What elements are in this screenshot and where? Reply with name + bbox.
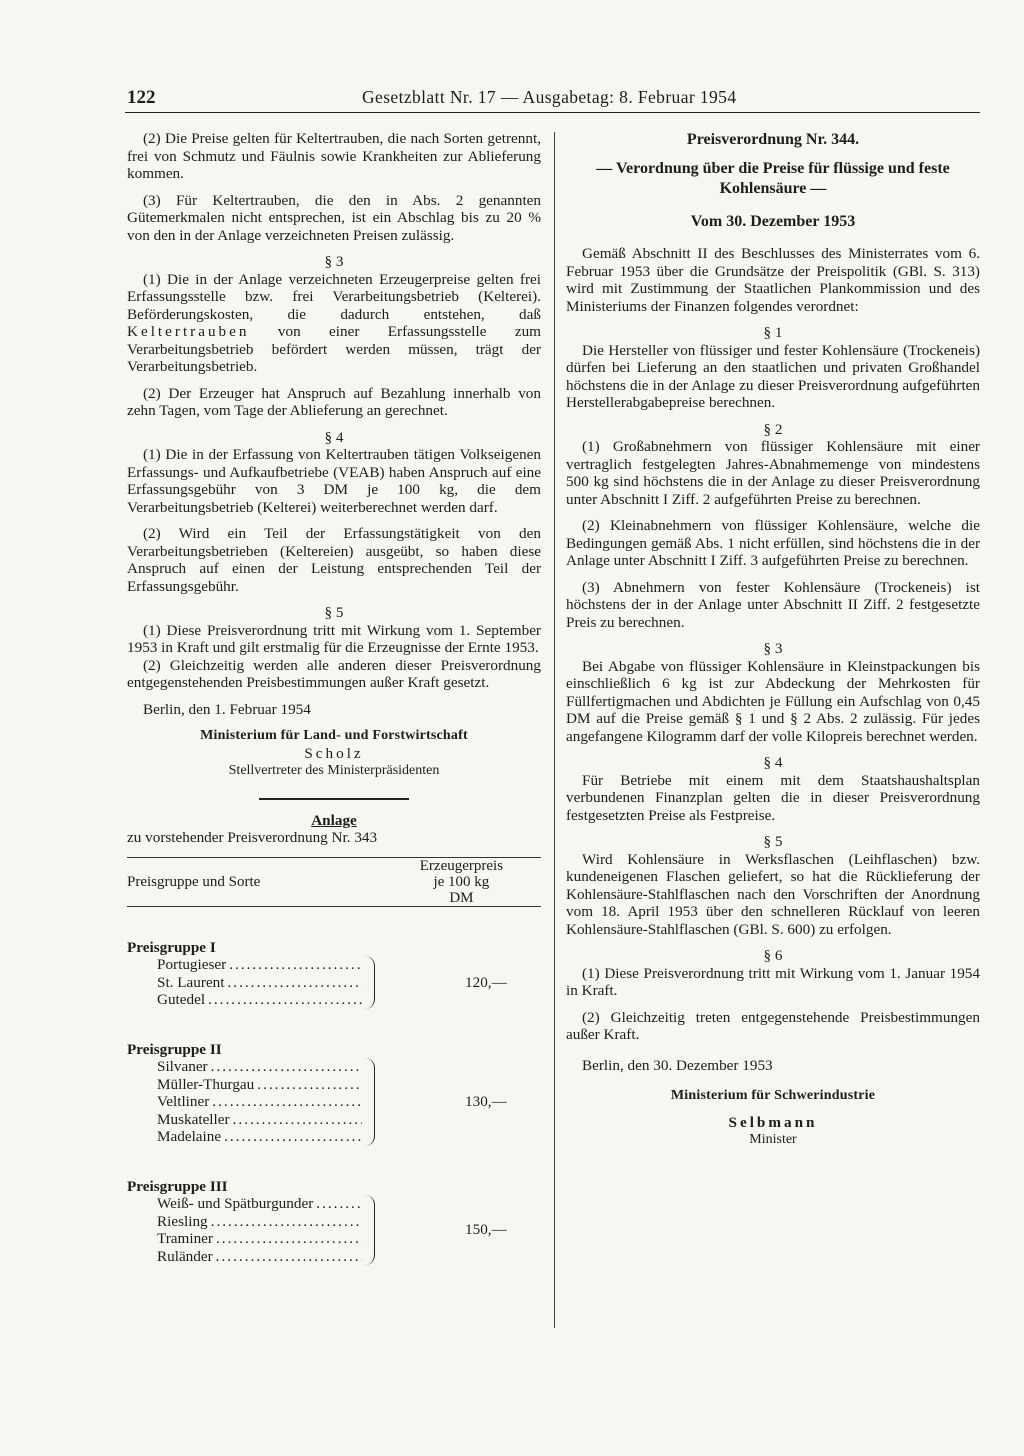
price-group-label: Preisgruppe I (127, 938, 216, 956)
price-group-label: Preisgruppe II (127, 1040, 222, 1058)
price-table (127, 857, 541, 907)
section-heading-1: § 1 (763, 324, 783, 341)
table-header-sort: Preisgruppe und Sorte (127, 857, 382, 906)
intro-paragraph: Gemäß Abschnitt II des Beschlusses des Ministerrates vom 6. Februar 1953 über die Grundsätze der Preispolitik (GBl. S. 313) wird mit Zustimmung der Staatlichen Plankommission und des Ministeriums der Finanzen folgendes verordnet: (566, 245, 980, 315)
sort-name: Traminer (157, 1230, 213, 1247)
price-group (127, 956, 541, 1009)
group-brace (362, 956, 375, 1009)
group-brace (362, 1195, 375, 1265)
sort-name: Ruländer (157, 1247, 213, 1265)
price-groups (127, 921, 541, 1266)
section-heading-2: § 2 (763, 420, 783, 438)
sort-list (127, 956, 362, 1009)
leader-dots (211, 1058, 362, 1076)
section-3-paragraph-2: (2) Der Erzeuger hat Anspruch auf Bezahlung innerhalb von zehn Tagen, vom Tage der Ablieferung an gerechnet. (127, 384, 541, 419)
column-divider (554, 132, 555, 1328)
right-column (566, 130, 980, 1149)
group-price: 130,— (465, 1093, 507, 1110)
group-price: 120,— (465, 973, 507, 991)
leader-dots (211, 1213, 362, 1231)
signer-role: Stellvertreter des Ministerpräsidenten (228, 763, 440, 778)
header-line: DM (449, 889, 474, 906)
section-4-paragraph-2: (2) Wird ein Teil der Erfassungstätigkeit von den Verarbeitungsbetrieben (Keltereien) ausgeübt, so haben diese Anspruch auf einen der Leistung entsprechenden Teil der Erfassungsgebühr. (127, 525, 541, 595)
section-heading-4: § 4 (763, 754, 783, 771)
section-2-paragraph-2: (2) Kleinabnehmern von flüssiger Kohlensäure, welche die Bedingungen gemäß Abs. 1 nicht erfüllen, sind höchstens die in der Anlage unter Abschnitt I Ziff. 3 aufgeführten Preise zu berechnen. (566, 517, 980, 569)
header-line: je 100 kg (433, 873, 490, 890)
sort-name: St. Laurent (157, 973, 225, 991)
sort-row (157, 991, 362, 1009)
sort-name: Riesling (157, 1212, 208, 1230)
text-span: (1) Die in der Anlage verzeichneten Erzeugerpreise gelten frei Erfassungsstelle bzw. frei Verarbeitungsbetrieb (Kelterei). Beförderungskosten, die dadurch entstehen, daß (127, 270, 541, 323)
signer-name: Selbmann (728, 1113, 818, 1131)
page-header-title: Gesetzblatt Nr. 17 — Ausgabetag: 8. Februar 1954 (362, 87, 737, 107)
left-column (127, 130, 541, 1265)
sort-row (157, 1111, 362, 1129)
sort-list (127, 1058, 362, 1146)
signer-role: Minister (749, 1132, 797, 1147)
leader-dots (233, 1111, 362, 1129)
sort-name: Portugieser (157, 956, 227, 973)
anlage-subtitle: zu vorstehender Preisverordnung Nr. 343 (127, 829, 378, 846)
section-heading-6: § 6 (763, 947, 783, 964)
sort-row (157, 1128, 362, 1146)
section-heading-4: § 4 (324, 428, 344, 446)
sort-name: Silvaner (157, 1058, 208, 1075)
sort-name: Muskateller (157, 1110, 230, 1128)
sort-name: Gutedel (157, 991, 206, 1008)
price-group (127, 1195, 541, 1265)
sort-row (157, 1076, 362, 1094)
sort-list (127, 1195, 362, 1265)
sort-row (157, 1195, 362, 1213)
table-header-price (382, 857, 541, 906)
date-line: Berlin, den 1. Februar 1954 (143, 700, 311, 718)
leader-dots (316, 1195, 362, 1213)
page-number: 122 (127, 87, 156, 108)
sort-row (157, 1248, 362, 1266)
decree-date: Vom 30. Dezember 1953 (690, 213, 856, 230)
section-rule (259, 798, 409, 800)
paragraph-3: (3) Für Keltertrauben, die den in Abs. 2 genannten Gütemerkmalen nicht entsprechen, ist ein Abschlag bis zu 20 % von den in der Anlage verzeichneten Preisen zulässig. (127, 191, 541, 244)
sort-row (157, 974, 362, 992)
section-heading-5: § 5 (763, 833, 783, 850)
text-span: von einer Erfassungsstelle zum Verarbeitungsbetrieb befördert werden müssen, trägt der Verarbeitungsbetrieb. (127, 323, 541, 375)
leader-dots (216, 1248, 362, 1266)
leader-dots (257, 1076, 362, 1094)
sort-name: Weiß- und Spätburgunder (157, 1195, 314, 1212)
section-heading-3: § 3 (763, 640, 783, 657)
spaced-word: Keltertrauben (127, 323, 250, 340)
decree-number: Preisverordnung Nr. 344. (686, 131, 860, 148)
sort-row (157, 1058, 362, 1076)
signer-name: Scholz (304, 744, 364, 762)
leader-dots (227, 974, 362, 992)
sort-row (157, 1213, 362, 1231)
group-brace (362, 1058, 375, 1146)
section-3-paragraph-1 (127, 271, 541, 376)
section-heading-3: § 3 (324, 253, 344, 270)
leader-dots (224, 1128, 362, 1146)
section-2-paragraph-3: (3) Abnehmern von fester Kohlensäure (Trockeneis) ist höchstens der in der Anlage unter Abschnitt II Ziff. 2 festgesetzte Preis zu berechnen. (566, 578, 980, 631)
section-4-paragraph: Für Betriebe mit einem mit dem Staatshaushaltsplan verbundenen Finanzplan gelten die in dieser Preisverordnung festgesetzten Preise als Festpreise. (566, 771, 980, 824)
sort-row (157, 1230, 362, 1248)
header-line: Erzeugerpreis (419, 857, 504, 874)
sort-name: Veltliner (157, 1093, 210, 1110)
section-1-paragraph: Die Hersteller von flüssiger und fester Kohlensäure (Trockeneis) dürfen bei Lieferung an den staatlichen und privaten Großhandel höchstens die in der Anlage zu dieser Preisverordnung aufgeführten Herstellerabgabepreise berechnen. (566, 341, 980, 411)
anlage-title: Anlage (311, 811, 357, 829)
leader-dots (216, 1230, 362, 1248)
decree-title: — Verordnung über die Preise für flüssige und feste Kohlensäure — (596, 160, 950, 197)
sort-row (157, 956, 362, 974)
ministry-name: Ministerium für Schwerindustrie (670, 1088, 876, 1103)
section-3-paragraph: Bei Abgabe von flüssiger Kohlensäure in Kleinstpackungen bis einschließlich 6 kg ist zur Abdeckung der Mehrkosten für Füllfertigmachen und Abdichten je Füllung ein Aufschlag von 0,45 DM auf die Preise gemäß § 1 und § 2 Abs. 2 zulässig. Für jedes angefangene Kilogramm darf der volle Kilopreis berechnet werden. (566, 657, 980, 745)
section-6-paragraph-2: (2) Gleichzeitig treten entgegenstehende Preisbestimmungen außer Kraft. (566, 1008, 980, 1043)
paragraph-2: (2) Die Preise gelten für Keltertrauben, die nach Sorten getrennt, frei von Schmutz und Fäulnis sowie Krankheiten zur Ablieferung kommen. (127, 130, 541, 182)
ministry-name: Ministerium für Land- und Forstwirtschaft (200, 728, 468, 743)
sort-name: Müller-Thurgau (157, 1075, 255, 1093)
section-5-paragraph-2: (2) Gleichzeitig werden alle anderen dieser Preisverordnung entgegenstehenden Preisbestimmungen außer Kraft gesetzt. (127, 656, 541, 691)
section-5-paragraph-1: (1) Diese Preisverordnung tritt mit Wirkung vom 1. September 1953 in Kraft und gilt erstmalig für die Erzeugnisse der Ernte 1953. (127, 621, 541, 656)
group-price: 150,— (465, 1221, 507, 1239)
date-line: Berlin, den 30. Dezember 1953 (582, 1056, 773, 1074)
sort-name: Madelaine (157, 1128, 222, 1145)
section-2-paragraph-1: (1) Großabnehmern von flüssiger Kohlensäure mit einer vertraglich festgelegten Jahres-Abnahmemenge von mindestens 500 kg sind höchstens die in der Anlage zu dieser Preisverordnung unter Abschnitt I Ziff. 2 aufgeführten Preise zu berechnen. (566, 438, 980, 508)
sort-row (157, 1093, 362, 1111)
header-rule (125, 112, 980, 113)
section-6-paragraph-1: (1) Diese Preisverordnung tritt mit Wirkung vom 1. Januar 1954 in Kraft. (566, 964, 980, 999)
leader-dots (229, 956, 362, 974)
leader-dots (208, 991, 362, 1009)
price-group-label: Preisgruppe III (127, 1177, 228, 1195)
section-heading-5: § 5 (324, 604, 344, 621)
leader-dots (212, 1093, 362, 1111)
section-4-paragraph-1: (1) Die in der Erfassung von Keltertrauben tätigen Volkseigenen Erfassungs- und Aufkaufbetriebe (VEAB) haben Anspruch auf eine Erfassungsgebühr von 3 DM je 100 kg, die dem Verarbeitungsbetrieb (Kelterei) weiterberechnet werden darf. (127, 446, 541, 516)
section-5-paragraph: Wird Kohlensäure in Werksflaschen (Leihflaschen) bzw. kundeneigenen Flaschen geliefert, so hat die Rücklieferung der Kohlensäure-Stahlflaschen nach den Vorschriften der Anordnung vom 18. April 1953 über den schnelleren Rücklauf von leeren Kohlensäure-Stahlflaschen (GBl. S. 600) zu erfolgen. (566, 850, 980, 938)
price-group (127, 1058, 541, 1146)
